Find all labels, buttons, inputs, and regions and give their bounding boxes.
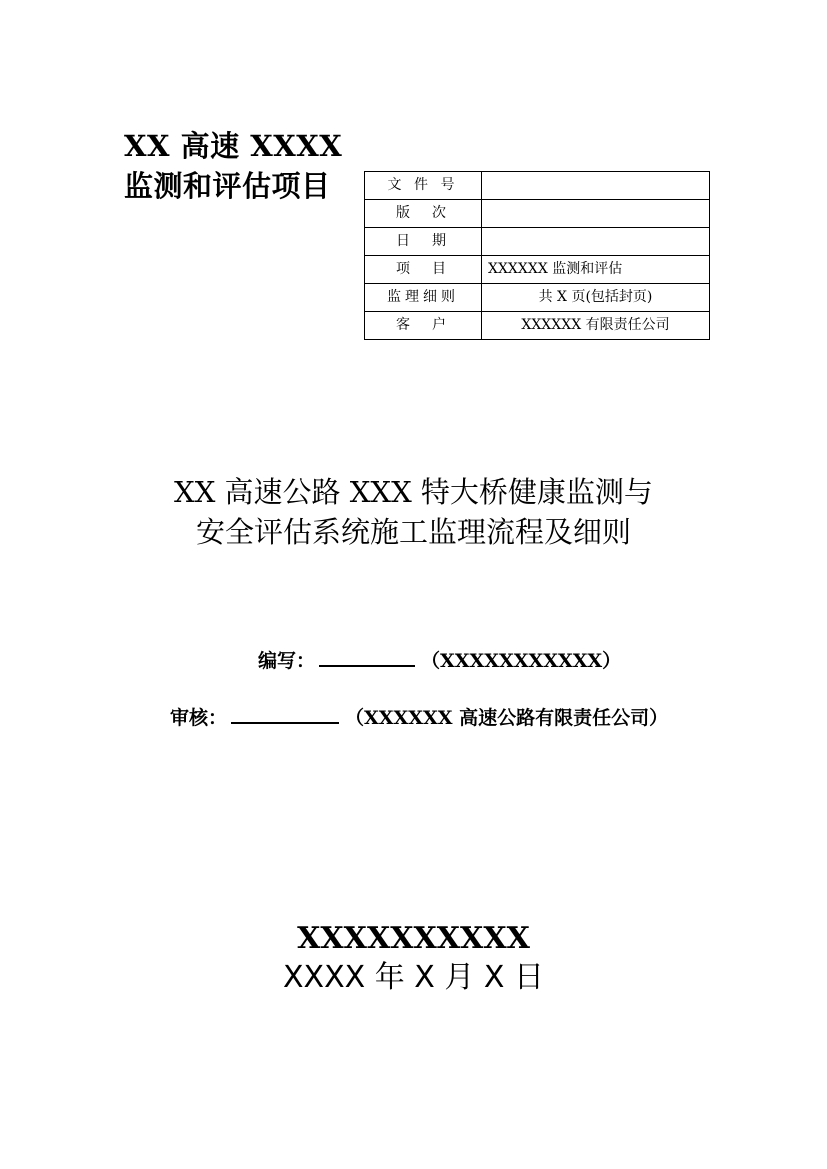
- client-value: XXXXXX 有限责任公司: [482, 312, 710, 340]
- file-number-label: 文 件 号: [365, 172, 482, 200]
- table-row: [365, 284, 710, 312]
- table-row: [365, 228, 710, 256]
- footer-date: XXXX 年 X 月 X 日: [283, 960, 544, 995]
- version-value: [482, 200, 710, 228]
- table-row: [365, 256, 710, 284]
- project-title: [124, 126, 342, 206]
- date-value: [482, 228, 710, 256]
- version-label: 版 次: [365, 200, 482, 228]
- writer-label: 编写：: [258, 650, 316, 672]
- supervision-rules-label: 监理细则: [365, 284, 482, 312]
- table-row: [365, 200, 710, 228]
- reviewer-label: 审核：: [170, 707, 228, 729]
- table-row: [365, 172, 710, 200]
- main-title-line-1: XX 高速公路 XXX 特大桥健康监测与: [174, 475, 653, 509]
- reviewer-signature-line: [170, 702, 668, 731]
- client-label: 客 户: [365, 312, 482, 340]
- footer-organization: XXXXXXXXXX: [297, 921, 530, 956]
- project-title-line-2: 监测和评估项目: [124, 169, 331, 203]
- writer-signature-blank: [319, 645, 415, 667]
- document-main-title: [0, 472, 827, 552]
- document-info-table: [364, 171, 710, 340]
- project-value: XXXXXX 监测和评估: [482, 256, 710, 284]
- file-number-value: [482, 172, 710, 200]
- project-label: 项 目: [365, 256, 482, 284]
- reviewer-signature-blank: [231, 702, 339, 724]
- date-label: 日 期: [365, 228, 482, 256]
- supervision-rules-value: 共 X 页(包括封页): [482, 284, 710, 312]
- main-title-line-2: 安全评估系统施工监理流程及细则: [195, 515, 631, 549]
- writer-signature-line: [258, 645, 621, 674]
- reviewer-organization: （XXXXXX 高速公路有限责任公司）: [345, 707, 669, 729]
- writer-organization: （XXXXXXXXXXX）: [421, 650, 622, 672]
- project-title-line-1: XX 高速 XXXX: [124, 129, 343, 163]
- table-row: [365, 312, 710, 340]
